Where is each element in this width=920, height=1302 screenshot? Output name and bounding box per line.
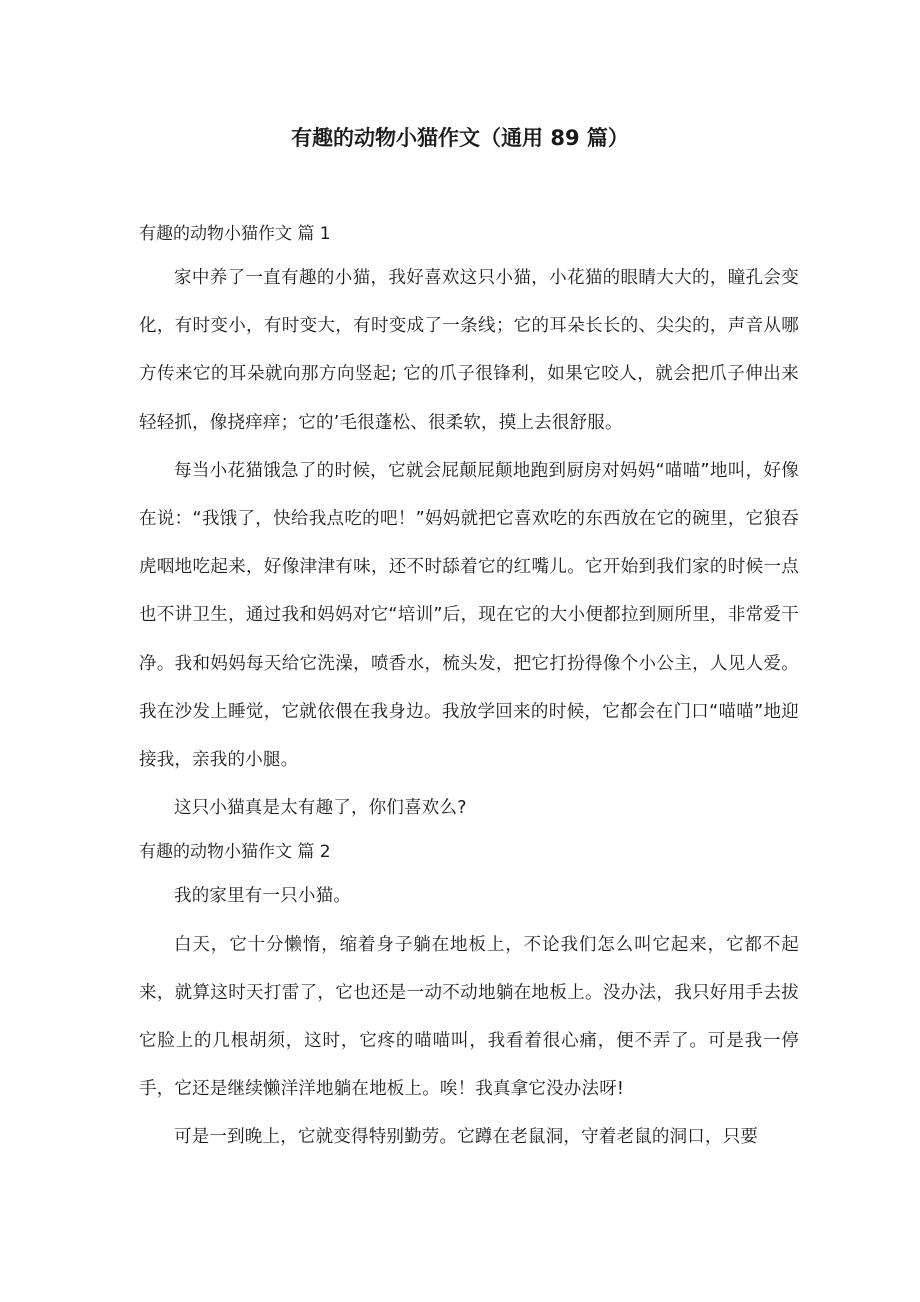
paragraph: 我的家里有一只小猫。 (174, 886, 351, 907)
section-heading: 有趣的动物小猫作文 篇 1 (139, 224, 331, 244)
paragraph: 每当小花猫饿急了的时候，它就会屁颠屁颠地跑到厨房对妈妈“喵喵”地叫，好像在说：“我饿了，快给我点吃的吧！”妈妈就把它喜欢吃的东西放在它的碗里，它狼吞虎咽地吃起来，好像津津有味，还不时舔着它的红嘴儿。它开始到我们家的时候一点也不讲卫生，通过我和妈妈对它“培训”后，现在它的大小便都拉到厕所里，非常爱干净。我和妈妈每天给它洗澡，喷香水，梳头发，把它打扮得像个小公主，人见人爱。我在沙发上睡觉，它就依偎在我身边。我放学回来的时候，它都会在门口“喵喵”地迎接我，亲我的小腿。 (139, 460, 799, 771)
paragraph: 家中养了一直有趣的小猫，我好喜欢这只小猫，小花猫的眼睛大大的，瞳孔会变化，有时变小，有时变大，有时变成了一条线；它的耳朵长长的、尖尖的，声音从哪方传来它的耳朵就向那方向竖起; 它的爪子很锋利，如果它咬人，就会把爪子伸出来轻轻抓，像挠痒痒；它的’毛很蓬松、很柔软，摸上去很舒服。 (139, 268, 799, 433)
essay-section-1 (139, 214, 799, 832)
essay-section-2 (139, 832, 799, 1161)
paragraph: 白天，它十分懒惰，缩着身子躺在地板上，不论我们怎么叫它起来，它都不起来，就算这时天打雷了，它也还是一动不动地躺在地板上。没办法，我只好用手去拔它脸上的几根胡须，这时，它疼的喵喵叫，我看着很心痛，便不弄了。可是我一停手，它还是继续懒洋洋地躺在地板上。唉！我真拿它没办法呀! (139, 934, 799, 1100)
document-body (139, 214, 799, 1162)
paragraph: 可是一到晚上，它就变得特别勤劳。它蹲在老鼠洞，守着老鼠的洞口，只要 (174, 1127, 759, 1148)
section-heading: 有趣的动物小猫作文 篇 2 (139, 842, 331, 863)
document-title: 有趣的动物小猫作文（通用 89 篇） (291, 126, 629, 150)
paragraph: 这只小猫真是太有趣了，你们喜欢么? (174, 798, 467, 819)
